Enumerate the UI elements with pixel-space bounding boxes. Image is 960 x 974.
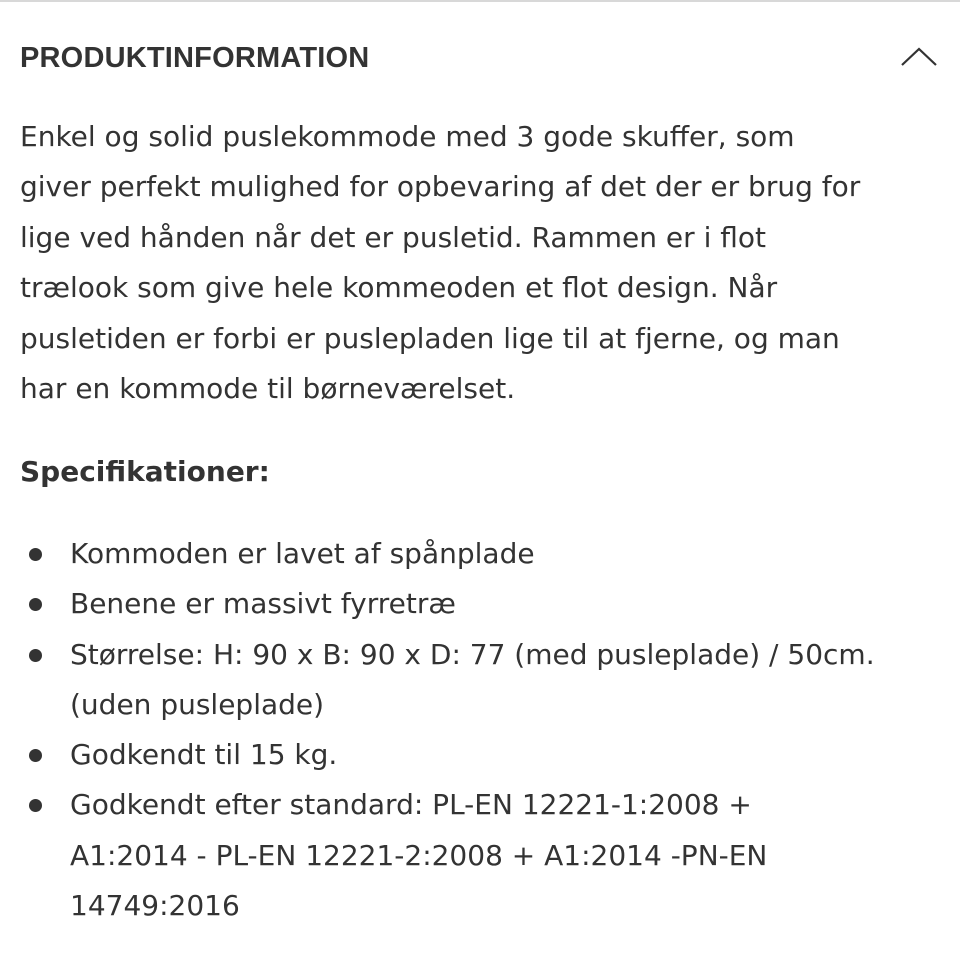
product-description xyxy=(20,112,945,414)
list-item xyxy=(20,780,945,931)
bullet-icon xyxy=(29,799,42,812)
list-item xyxy=(20,579,945,629)
bullet-icon xyxy=(29,649,42,662)
list-item-text: (uden pusleplade) xyxy=(70,687,325,721)
bullet-icon xyxy=(29,749,42,762)
list-item xyxy=(20,730,945,780)
list-item-text: Godkendt til 15 kg. xyxy=(70,738,338,772)
bullet-icon xyxy=(29,598,42,611)
specifications-heading: Specifikationer: xyxy=(20,455,270,488)
list-item-text: 14749:2016 xyxy=(70,889,240,923)
accordion-toggle-button[interactable] xyxy=(894,38,940,78)
list-item-text: Benene er massivt fyrretræ xyxy=(70,587,456,621)
list-item-text: Kommoden er lavet af spånplade xyxy=(70,537,535,570)
list-item-text: Størrelse: H: 90 x B: 90 x D: 77 (med pusleplade) / 50cm. xyxy=(70,637,875,671)
description-line: pusletiden er forbi er puslepladen lige til at fjerne, og man xyxy=(20,321,840,355)
description-line: Enkel og solid puslekommode med 3 gode skuffer, som xyxy=(20,120,795,153)
description-line: giver perfekt mulighed for opbevaring af det der er brug for xyxy=(20,170,861,204)
description-line: har en kommode til børneværelset. xyxy=(20,372,516,406)
specifications-list xyxy=(20,529,945,931)
list-item-text: A1:2014 - PL-EN 12221-2:2008 + A1:2014 -PN-EN xyxy=(70,838,768,872)
list-item-text: Godkendt efter standard: PL-EN 12221-1:2008 + xyxy=(70,788,752,822)
accordion-header[interactable] xyxy=(20,38,940,78)
list-item xyxy=(20,529,945,579)
description-line: lige ved hånden når det er pusletid. Rammen er i flot xyxy=(20,220,766,254)
list-item xyxy=(20,630,945,731)
bullet-icon xyxy=(29,548,42,561)
accordion-title: PRODUKTINFORMATION xyxy=(20,42,370,74)
description-line: trælook som give hele kommeoden et flot design. Når xyxy=(20,271,778,305)
chevron-up-icon xyxy=(901,44,937,70)
section-divider xyxy=(0,0,960,2)
